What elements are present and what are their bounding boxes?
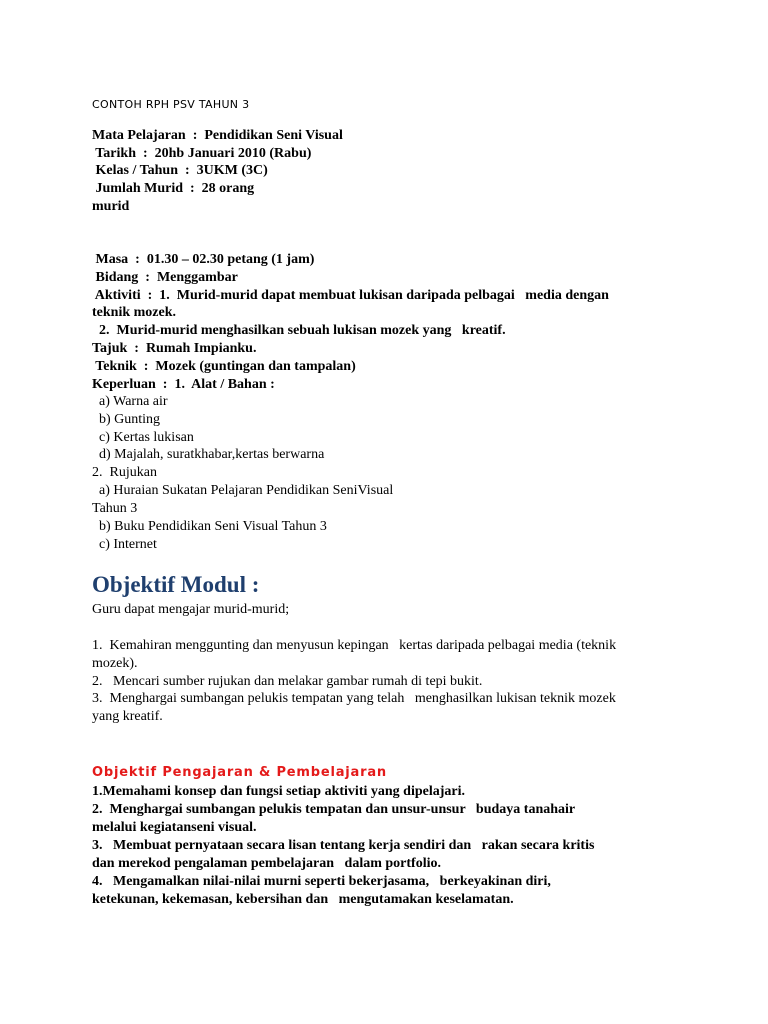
objektif-pp-item: 1.Memahami konsep dan fungsi setiap aktiviti yang dipelajari. — [92, 784, 465, 799]
rujukan-item: b) Buku Pendidikan Seni Visual Tahun 3 — [92, 519, 327, 534]
bahan-item: a) Warna air — [92, 394, 168, 409]
aktiviti-1-cont-line: teknik mozek. — [92, 305, 176, 320]
objektif-modul-item: 2. Mencari sumber rujukan dan melakar gambar rumah di tepi bukit. — [92, 674, 483, 689]
rujukan-item: a) Huraian Sukatan Pelajaran Pendidikan SeniVisual — [92, 483, 394, 498]
rujukan-label: 2. Rujukan — [92, 465, 157, 480]
aktiviti-2-line: 2. Murid-murid menghasilkan sebuah lukisan mozek yang kreatif. — [92, 323, 506, 338]
kelas-line: Kelas / Tahun : 3UKM (3C) — [92, 163, 268, 178]
bidang-line: Bidang : Menggambar — [92, 270, 238, 285]
rujukan-item: c) Internet — [92, 537, 157, 552]
teknik-line: Teknik : Mozek (guntingan dan tampalan) — [92, 359, 356, 374]
bahan-item: d) Majalah, suratkhabar,kertas berwarna — [92, 447, 325, 462]
objektif-pp-item: ketekunan, kekemasan, kebersihan dan mengutamakan keselamatan. — [92, 892, 514, 907]
tajuk-line: Tajuk : Rumah Impianku. — [92, 341, 257, 356]
masa-line: Masa : 01.30 – 02.30 petang (1 jam) — [92, 252, 315, 267]
objektif-pp-item: melalui kegiatanseni visual. — [92, 820, 257, 835]
objektif-pp-item: 2. Menghargai sumbangan pelukis tempatan dan unsur-unsur budaya tanahair — [92, 802, 576, 817]
objektif-pp-item: dan merekod pengalaman pembelajaran dalam portfolio. — [92, 856, 441, 871]
objektif-modul-heading: Objektif Modul : — [92, 572, 260, 597]
objektif-pp-heading: Objektif Pengajaran & Pembelajaran — [92, 765, 387, 780]
jumlah-murid-cont-line: murid — [92, 199, 130, 214]
rujukan-item: Tahun 3 — [92, 501, 138, 516]
keperluan-line: Keperluan : 1. Alat / Bahan : — [92, 377, 275, 392]
bahan-item: c) Kertas lukisan — [92, 430, 194, 445]
objektif-modul-intro: Guru dapat mengajar murid-murid; — [92, 602, 290, 617]
aktiviti-1-line: Aktiviti : 1. Murid-murid dapat membuat lukisan daripada pelbagai media dengan — [92, 288, 609, 303]
bahan-item: b) Gunting — [92, 412, 161, 427]
jumlah-murid-line: Jumlah Murid : 28 orang — [92, 181, 255, 196]
mata-pelajaran-line: Mata Pelajaran : Pendidikan Seni Visual — [92, 128, 343, 143]
objektif-pp-item: 3. Membuat pernyataan secara lisan tentang kerja sendiri dan rakan secara kritis — [92, 838, 595, 853]
objektif-modul-item: 3. Menghargai sumbangan pelukis tempatan yang telah menghasilkan lukisan teknik mozek — [92, 691, 616, 706]
objektif-pp-item: 4. Mengamalkan nilai-nilai murni seperti bekerjasama, berkeyakinan diri, — [92, 874, 551, 889]
document-title: CONTOH RPH PSV TAHUN 3 — [92, 98, 250, 111]
tarikh-line: Tarikh : 20hb Januari 2010 (Rabu) — [92, 146, 312, 161]
objektif-modul-item: 1. Kemahiran menggunting dan menyusun kepingan kertas daripada pelbagai media (teknik — [92, 638, 617, 653]
objektif-modul-item: mozek). — [92, 656, 138, 671]
objektif-modul-item: yang kreatif. — [92, 709, 163, 724]
